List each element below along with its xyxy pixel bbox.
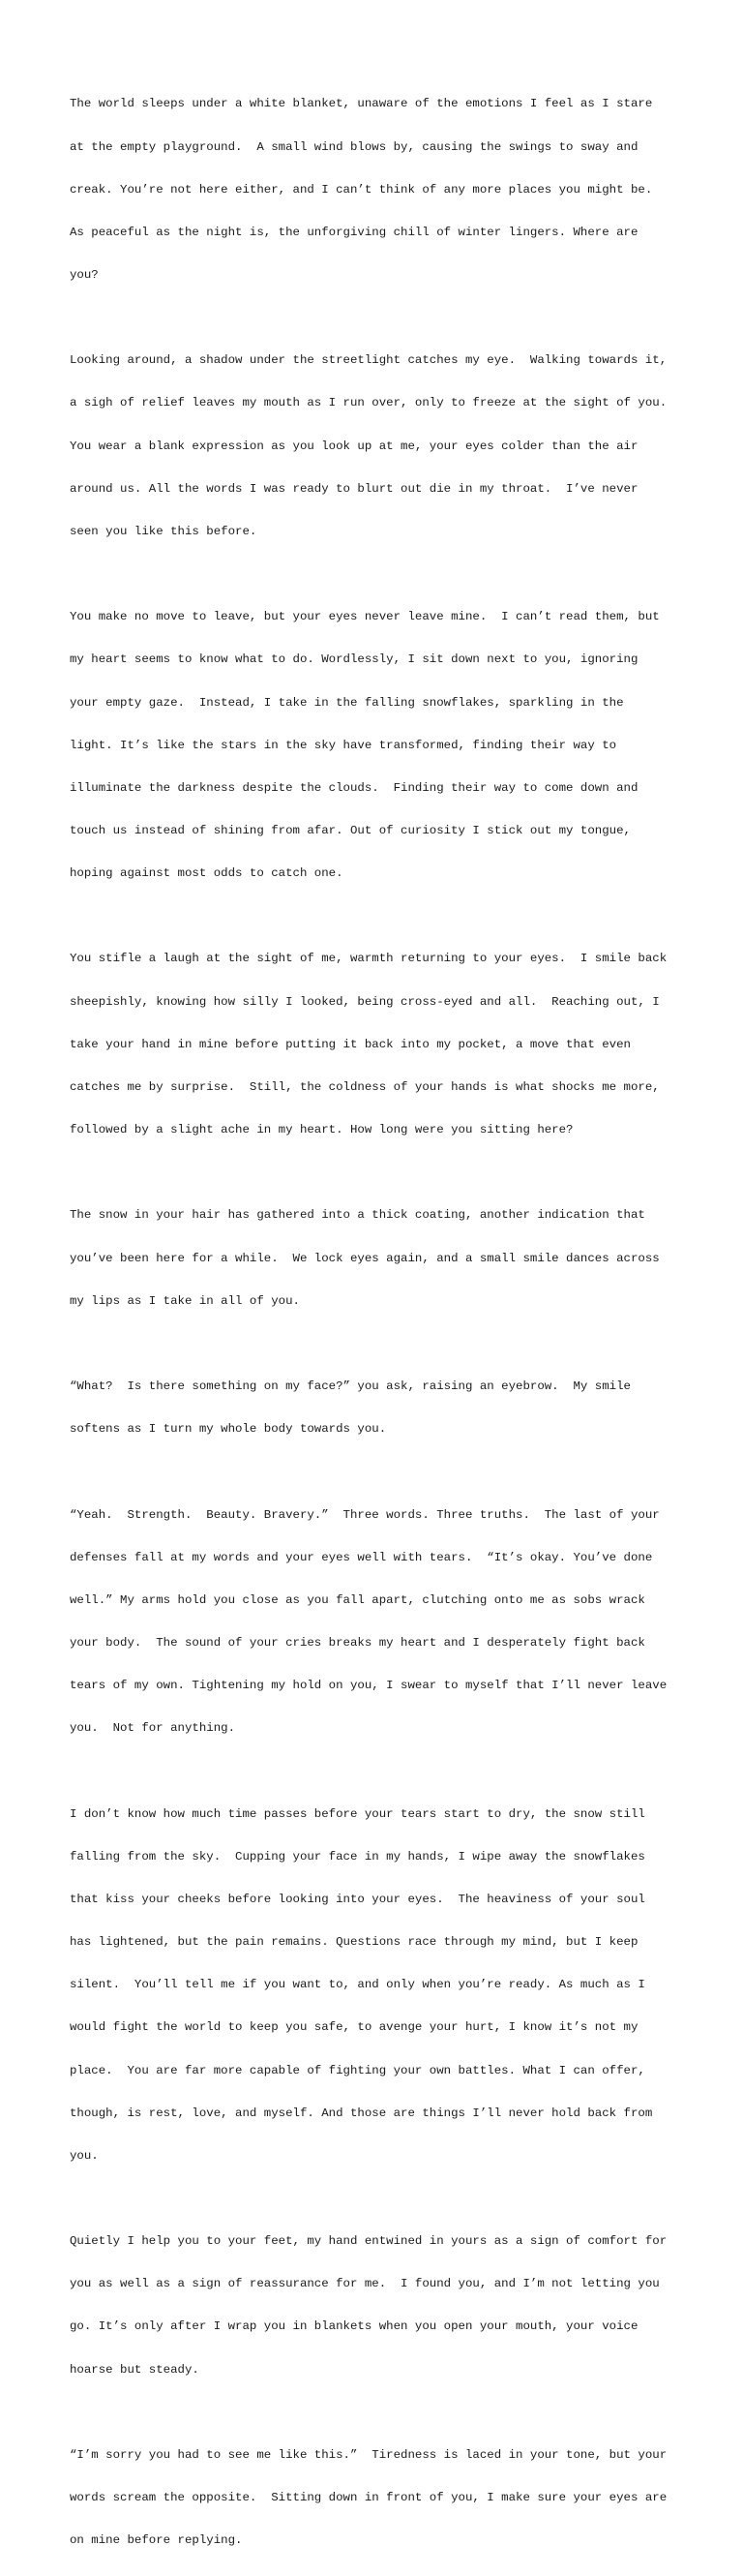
text-line: a sigh of relief leaves my mouth as I run over, only to freeze at the sight of you. <box>70 396 668 410</box>
paragraph-6 <box>70 1351 685 1466</box>
text-line: you as well as a sign of reassurance for me. I found you, and I’m not letting you <box>70 2277 660 2291</box>
paragraph-7 <box>70 1479 685 1764</box>
text-line: place. You are far more capable of fighting your own battles. What I can offer, <box>70 2063 645 2077</box>
text-line: hoping against most odds to catch one. <box>70 865 343 880</box>
text-line: touch us instead of shining from afar. Out of curiosity I stick out my tongue, <box>70 823 631 837</box>
text-line: followed by a slight ache in my heart. How long were you sitting here? <box>70 1122 574 1136</box>
text-line: go. It’s only after I wrap you in blankets when you open your mouth, your voice <box>70 2319 639 2334</box>
text-line: take your hand in mine before putting it back into my pocket, a move that even <box>70 1037 631 1051</box>
text-line: sheepishly, knowing how silly I looked, being cross-eyed and all. Reaching out, I <box>70 994 660 1009</box>
paragraph-8 <box>70 1778 685 2191</box>
text-line: I don’t know how much time passes before your tears start to dry, the snow still <box>70 1806 645 1821</box>
paragraph-4 <box>70 924 685 1166</box>
text-line: silent. You’ll tell me if you want to, and only when you’re ready. As much as I <box>70 1978 645 1992</box>
text-line: “What? Is there something on my face?” you ask, raising an eyebrow. My smile <box>70 1379 631 1394</box>
text-line: As peaceful as the night is, the unforgiving chill of winter lingers. Where are <box>70 225 639 239</box>
paragraph-2 <box>70 325 685 567</box>
text-line: at the empty playground. A small wind blows by, causing the swings to sway and <box>70 139 639 154</box>
text-line: that kiss your cheeks before looking into your eyes. The heaviness of your soul <box>70 1893 645 1907</box>
text-line: creak. You’re not here either, and I can’t think of any more places you might be. <box>70 182 653 197</box>
text-line: The snow in your hair has gathered into a thick coating, another indication that <box>70 1208 645 1223</box>
text-line: though, is rest, love, and myself. And those are things I’ll never hold back from <box>70 2106 653 2120</box>
text-line: your empty gaze. Instead, I take in the falling snowflakes, sparkling in the <box>70 695 624 710</box>
text-line: you. <box>70 2148 99 2163</box>
text-line: Looking around, a shadow under the streetlight catches my eye. Walking towards it, <box>70 353 668 368</box>
paragraph-5 <box>70 1180 685 1337</box>
text-line: illuminate the darkness despite the clouds. Finding their way to come down and <box>70 780 639 795</box>
text-line: You wear a blank expression as you look up at me, your eyes colder than the air <box>70 439 639 453</box>
text-line: on mine before replying. <box>70 2533 243 2548</box>
text-line: light. It’s like the stars in the sky have transformed, finding their way to <box>70 738 617 752</box>
text-line: your body. The sound of your cries breaks my heart and I desperately fight back <box>70 1636 645 1651</box>
text-line: tears of my own. Tightening my hold on you, I swear to myself that I’ll never leave <box>70 1679 668 1693</box>
text-line: my heart seems to know what to do. Wordlessly, I sit down next to you, ignoring <box>70 652 639 667</box>
text-line: softens as I turn my whole body towards you. <box>70 1422 387 1437</box>
text-line: “Yeah. Strength. Beauty. Bravery.” Three words. Three truths. The last of your <box>70 1507 660 1522</box>
text-line: words scream the opposite. Sitting down in front of you, I make sure your eyes are <box>70 2491 668 2505</box>
text-line: hoarse but steady. <box>70 2362 199 2377</box>
text-line: you. Not for anything. <box>70 1721 236 1736</box>
text-line: my lips as I take in all of you. <box>70 1293 300 1308</box>
text-line: you’ve been here for a while. We lock eyes again, and a small smile dances across <box>70 1251 660 1265</box>
text-line: Quietly I help you to your feet, my hand entwined in yours as a sign of comfort for <box>70 2234 668 2249</box>
text-line: around us. All the words I was ready to blurt out die in my throat. I’ve never <box>70 481 639 496</box>
text-line: would fight the world to keep you safe, to avenge your hurt, I know it’s not my <box>70 2020 639 2035</box>
text-line: catches me by surprise. Still, the coldness of your hands is what shocks me more, <box>70 1079 660 1094</box>
text-line: You make no move to leave, but your eyes never leave mine. I can’t read them, but <box>70 610 660 624</box>
text-line: has lightened, but the pain remains. Questions race through my mind, but I keep <box>70 1935 639 1950</box>
text-line: falling from the sky. Cupping your face in my hands, I wipe away the snowflakes <box>70 1849 645 1864</box>
text-line: well.” My arms hold you close as you fall apart, clutching onto me as sobs wrack <box>70 1593 645 1608</box>
text-line: seen you like this before. <box>70 524 257 538</box>
text-line: The world sleeps under a white blanket, unaware of the emotions I feel as I stare <box>70 97 653 111</box>
text-line: defenses fall at my words and your eyes well with tears. “It’s okay. You’ve done <box>70 1550 653 1564</box>
text-line: “I’m sorry you had to see me like this.” Tiredness is laced in your tone, but your <box>70 2448 668 2463</box>
paragraph-1 <box>70 69 685 311</box>
paragraph-3 <box>70 582 685 909</box>
text-line: you? <box>70 267 99 282</box>
text-line: You stifle a laugh at the sight of me, warmth returning to your eyes. I smile back <box>70 952 668 966</box>
paragraph-9 <box>70 2206 685 2406</box>
paragraph-10 <box>70 2420 685 2576</box>
